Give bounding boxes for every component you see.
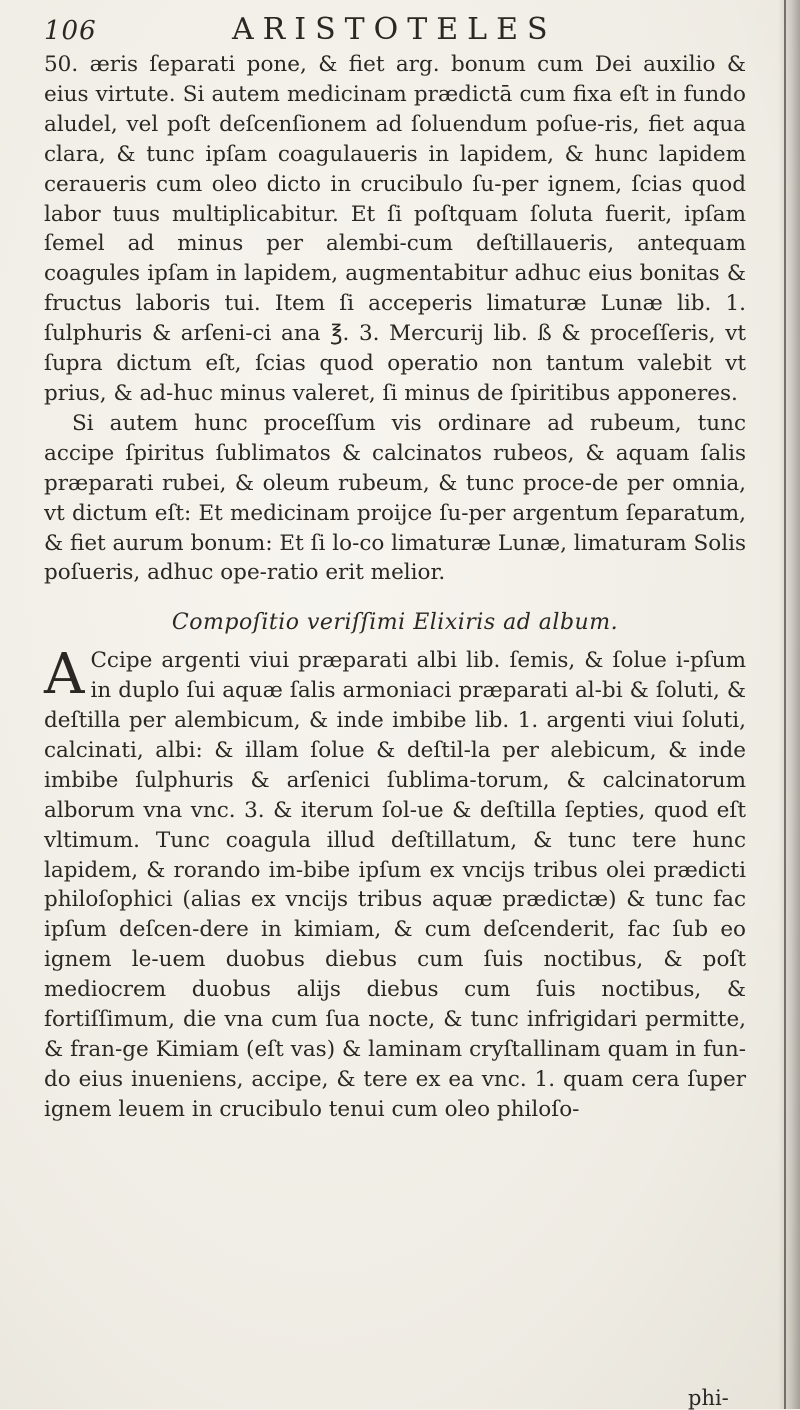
- paragraph-3-text: Ccipe argenti viui præparati albi lib. ſemis, & ſolue i-pſum in duplo ſui aquæ ſalis armoniaci præparati al-bi & ſoluti, & deſtilla per alembicum, & inde imbibe lib. 1. argenti viui ſoluti, calcinati, albi: & illam ſolue & deſtil-la per alebicum, & inde imbibe ſulphuris & arſenici ſublima-torum, & calcinatorum alborum vna vnc. 3. & iterum ſol-ue & deſtilla ſepties, quod eſt vltimum. Tunc coagula illud deſtillatum, & tunc tere hunc lapidem, & rorando im-bibe ipſum ex vncijs tribus olei prædicti philoſophici (alias ex vncijs tribus aquæ prædictæ) & tunc fac ipſum deſcen-dere in kimiam, & cum deſcenderit, fac ſub eo ignem le-uem duobus diebus cum ſuis noctibus, & poſt mediocrem duobus alijs diebus cum ſuis noctibus, & fortiſſimum, die vna cum ſua nocte, & tunc infrigidari permitte, & fran-ge Kimiam (eſt vas) & laminam cryſtallinam quam in fun-do eius inueniens, accipe, & tere ex ea vnc. 1. quam cera ſuper ignem leuem in crucibulo tenui cum oleo philoſo-: [44, 648, 746, 1122]
- body-text: [44, 50, 746, 1125]
- catchword: phi-: [688, 1386, 729, 1410]
- page-header: [44, 10, 744, 50]
- paragraph-3: [44, 642, 746, 1125]
- binding-edge-line: [784, 0, 786, 1409]
- section-heading: Compoſitio veriſſimi Elixiris ad album.: [171, 610, 619, 636]
- paragraph-2: Si autem hunc proceſſum vis ordinare ad rubeum, tunc accipe ſpiritus ſublimatos & calcinatos rubeos, & aquam ſalis præparati rubei, & oleum rubeum, & tunc proce-de per omnia, vt dictum eſt: Et medicinam proijce ſu-per argentum ſeparatum, & fiet aurum bonum: Et ſi lo-co limaturæ Lunæ, limaturam Solis poſueris, adhuc ope-ratio erit melior.: [44, 410, 746, 586]
- page-edge-shadow: [778, 0, 800, 1409]
- drop-cap: A: [44, 642, 85, 708]
- paragraph-1: 50. æris ſeparati pone, & fiet arg. bonum cum Dei auxilio & eius virtute. Si autem medicinam prædictā cum fixa eſt in fundo aludel, vel poſt deſcenſionem ad ſoluendum poſue-ris, fiet aqua clara, & tunc ipſam coagulaueris in lapidem, & hunc lapidem ceraueris cum oleo dicto in crucibulo ſu-per ignem, ſcias quod labor tuus multiplicabitur. Et ſi poſtquam ſoluta fuerit, ipſam ſemel ad minus per alembi-cum deſtillaueris, antequam coagules ipſam in lapidem, augmentabitur adhuc eius bonitas & fructus laboris tui. Item ſi acceperis limaturæ Lunæ lib. 1. ſulphuris & arſeni-ci ana ℥. 3. Mercurij lib. ß & proceſſeris, vt ſupra dictum eſt, ſcias quod operatio non tantum valebit vt prius, & ad-huc minus valeret, ſi minus de ſpiritibus apponeres.: [44, 52, 746, 406]
- running-title: ARISTOTELES: [232, 12, 557, 47]
- page-number: 106: [44, 16, 97, 46]
